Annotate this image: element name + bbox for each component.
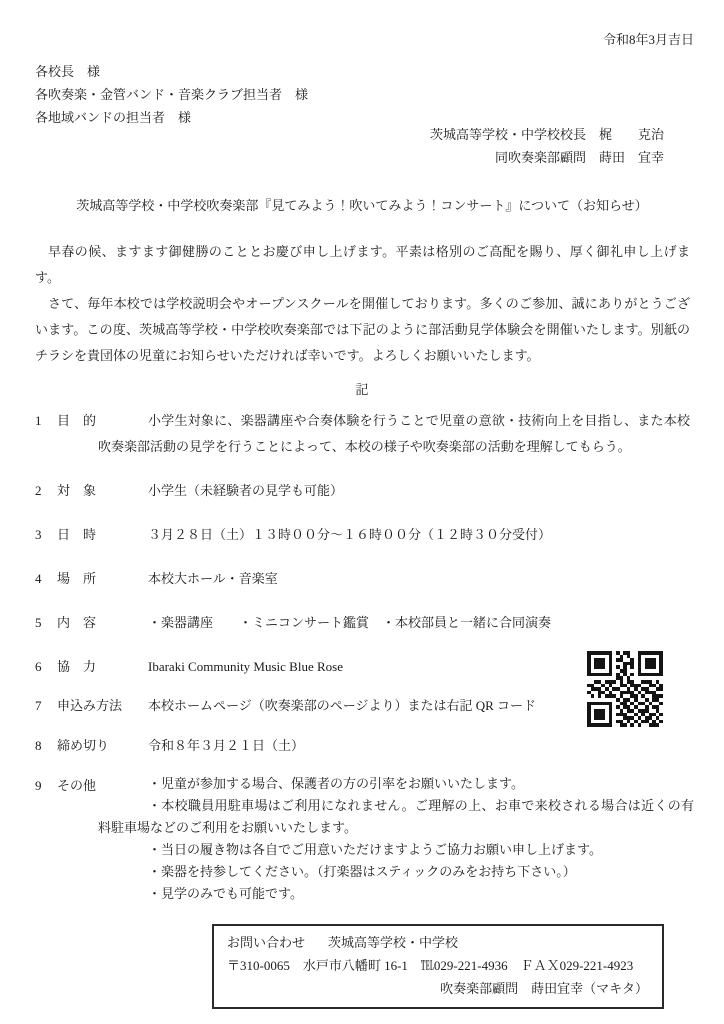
- item-target: [0, 478, 724, 504]
- bullet-item: ・児童が参加する場合、保護者の方の引率をお願いいたします。: [148, 776, 524, 791]
- item-number: 9: [35, 778, 42, 793]
- item-number: 2: [35, 483, 42, 498]
- item-content: 本校大ホール・音楽室: [148, 571, 278, 586]
- item-deadline: [0, 733, 724, 759]
- item-label: 対 象: [57, 483, 97, 498]
- greeting-body: [35, 239, 690, 369]
- item-place: [0, 566, 724, 592]
- item-number: 8: [35, 738, 42, 753]
- item-label: その他: [57, 778, 97, 793]
- item-number: 7: [35, 698, 42, 713]
- contact-label: お問い合わせ: [227, 935, 306, 950]
- bullet-item: ・楽器を持参してください。（打楽器はスティックのみをお持ち下さい。）: [148, 864, 576, 879]
- item-datetime: [0, 522, 724, 548]
- item-content: 令和８年３月２１日（土）: [148, 738, 305, 753]
- item-content: 小学生対象に、楽器講座や合奏体験を行うことで児童の意欲・技術向上を目指し、また本校吹奏楽部活動の見学を行うことによって、本校の様子や吹奏楽部の活動を理解してもらう。: [98, 413, 690, 454]
- issue-date: 令和8年3月吉日: [602, 32, 694, 47]
- item-label: 場 所: [57, 571, 97, 586]
- contact-school-name: 茨城高等学校・中学校: [328, 935, 459, 950]
- sender-line-principal: 茨城高等学校・中学校校長 梶 克治: [429, 127, 664, 142]
- item-number: 3: [35, 527, 42, 542]
- item-label: 目 的: [57, 413, 97, 428]
- contact-address-phone: 〒310-0065 水戸市八幡町 16-1 ℡029-221-4936 ＦＡＸ029-221-4923: [227, 958, 634, 973]
- item-label: 申込み方法: [57, 698, 123, 713]
- contact-header: [227, 931, 650, 954]
- sender-line-advisor: 同吹奏楽部顧問 蒔田 宜幸: [494, 150, 664, 165]
- bullet-item: ・見学のみでも可能です。: [148, 886, 303, 901]
- notes-bullet-list: [98, 773, 694, 905]
- item-number: 1: [35, 413, 42, 428]
- item-number: 4: [35, 571, 42, 586]
- bullet-item: ・本校職員用駐車場はご利用になれません。ご理解の上、お車で来校される場合は近くの有料駐車場などのご利用をお願いいたします。: [98, 798, 694, 835]
- item-label: 締め切り: [57, 738, 110, 753]
- item-content: ・楽器講座 ・ミニコンサート鑑賞 ・本校部員と一緒に合同演奏: [148, 615, 552, 630]
- contact-box: [212, 924, 664, 1009]
- item-content: Ibaraki Community Music Blue Rose: [148, 659, 343, 674]
- item-other-notes: [0, 773, 724, 905]
- qr-code: [587, 651, 663, 727]
- item-content: 本校ホームページ（吹奏楽部のページより）または右記 QR コード: [148, 698, 537, 713]
- item-number: 6: [35, 659, 42, 674]
- item-label: 内 容: [57, 615, 97, 630]
- item-content: ３月２８日（土）１３時００分～１６時００分（１２時３０分受付）: [148, 527, 552, 542]
- contact-person: 吹奏楽部顧問 蒔田宜幸（マキタ）: [440, 981, 648, 996]
- recipient-line: 各地域バンドの担当者 様: [35, 110, 192, 125]
- item-contents: [0, 610, 724, 636]
- recipient-line: 各吹奏楽・金管バンド・音楽クラブ担当者 様: [35, 87, 309, 102]
- document-title: 茨城高等学校・中学校吹奏楽部『見てみよう！吹いてみよう！コンサート』について（お知らせ）: [76, 198, 648, 213]
- section-marker-ki: 記: [355, 382, 369, 397]
- recipient-block: [35, 60, 724, 129]
- bullet-item: ・当日の履き物は各自でご用意いただけますようご協力お願い申し上げます。: [148, 842, 602, 857]
- body-paragraph: 早春の候、ますます御健勝のこととお慶び申し上げます。平素は格別のご高配を賜り、厚く御礼申し上げます。: [35, 244, 690, 285]
- body-paragraph: さて、毎年本校では学校説明会やオープンスクールを開催しております。多くのご参加、誠にありがとうございます。この度、茨城高等学校・中学校吹奏楽部では下記のように部活動見学体験会を開催いたします。別紙のチラシを貴団体の児童にお知らせいただければ幸いです。よろしくお願いいたします。: [35, 296, 690, 363]
- item-content: 小学生（未経験者の見学も可能）: [148, 483, 344, 498]
- item-label: 協 力: [57, 659, 97, 674]
- recipient-line: 各校長 様: [35, 64, 101, 79]
- item-purpose: [0, 408, 724, 460]
- sender-block: [0, 123, 724, 169]
- item-label: 日 時: [57, 527, 97, 542]
- item-number: 5: [35, 615, 42, 630]
